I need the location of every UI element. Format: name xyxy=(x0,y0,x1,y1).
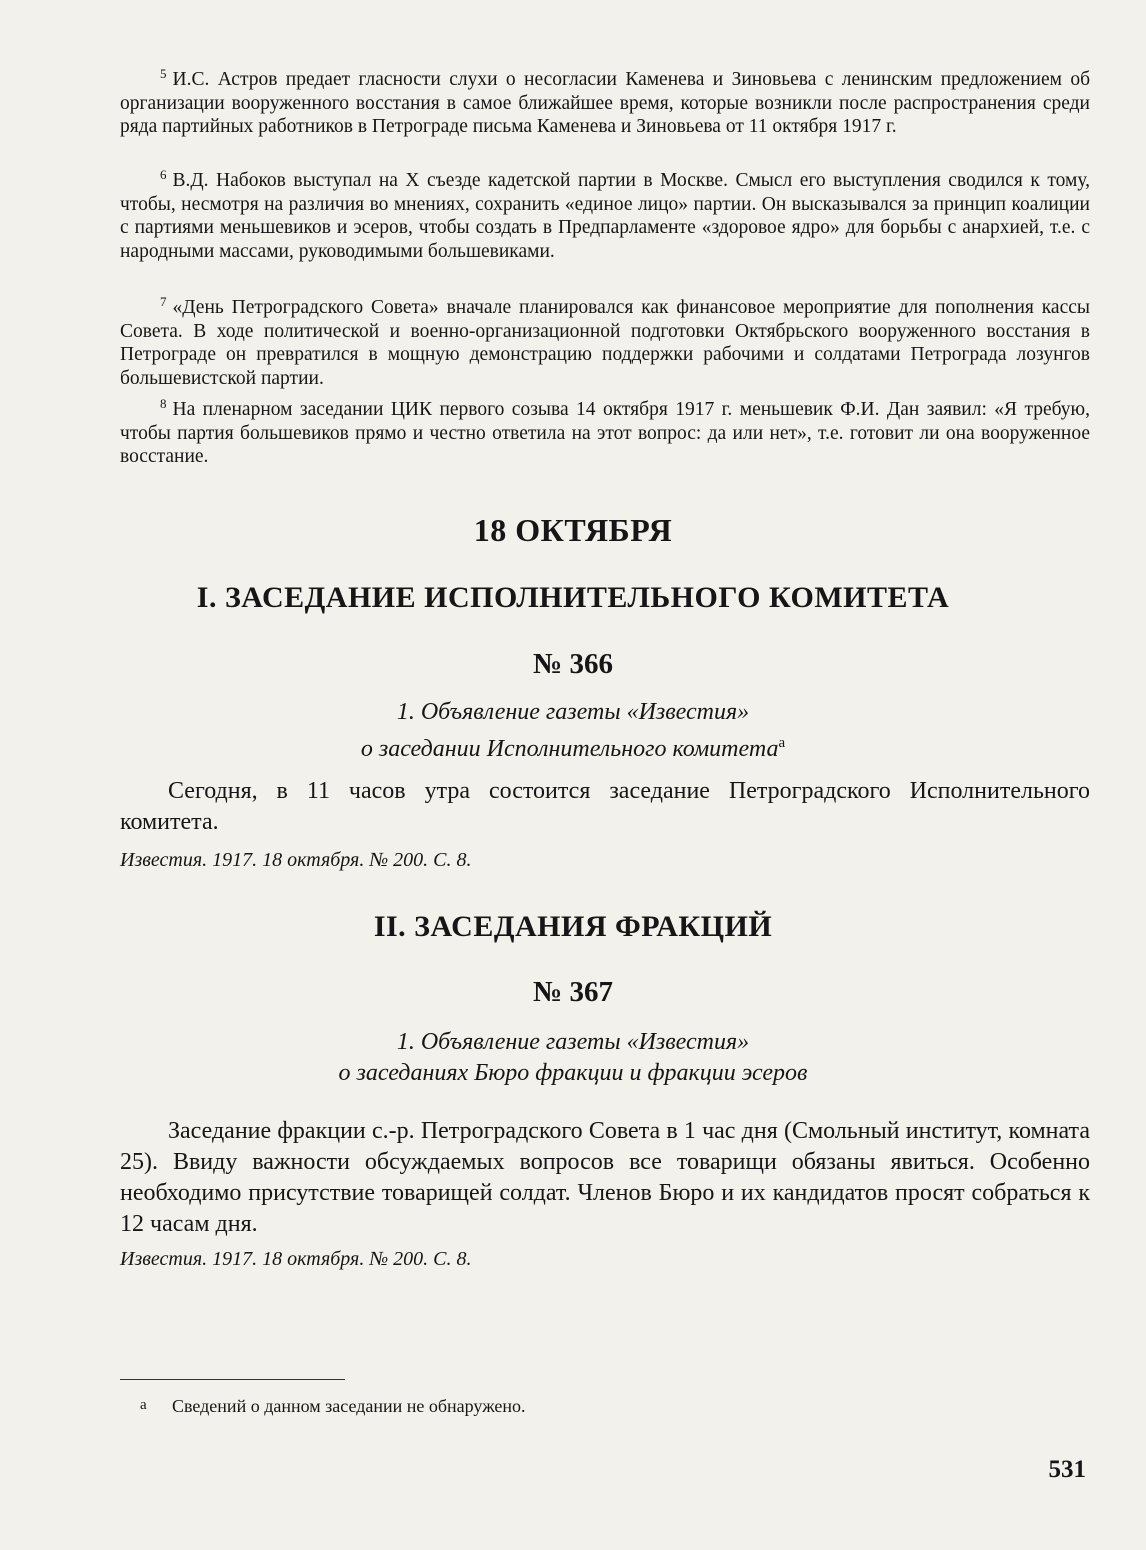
footnote-mark: а xyxy=(140,1397,147,1413)
footnote-reference: а xyxy=(778,735,786,751)
endnote-8 xyxy=(120,392,1090,469)
endnote-text: В.Д. Набоков выступал на X съезде кадетской партии в Москве. Смысл его выступления сводился к тому, чтобы, несмотря на различия во мнениях, сохранить «единое лицо» партии. Он высказывался за принцип коалиции с партиями меньшевиков и эсеров, чтобы создать в Предпарламенте «здоровое ядро» для борьбы с анархией, т.е. с народными массами, руководимыми большевиками. xyxy=(120,170,1090,262)
body-paragraph: Сегодня, в 11 часов утра состоится заседание Петроградского Исполнительного комитета. xyxy=(120,778,1090,835)
document-title-line: о заседаниях Бюро фракции и фракции эсеров xyxy=(338,1060,808,1086)
footnote-divider xyxy=(120,1379,345,1380)
section-1-title: I. ЗАСЕДАНИЕ ИСПОЛНИТЕЛЬНОГО КОМИТЕТА xyxy=(196,581,950,614)
body-paragraph: Заседание фракции с.-р. Петроградского Совета в 1 час дня (Смольный институт, комната 25). Ввиду важности обсуждаемых вопросов все товарищи обязаны явиться. Особенно необходимо присутствие товарищей солдат. Членов Бюро и их кандидатов просят собраться к 12 часам дня. xyxy=(120,1118,1090,1237)
endnote-7 xyxy=(120,290,1090,390)
date-heading: 18 ОКТЯБРЯ xyxy=(473,512,673,548)
document-367-body xyxy=(120,1116,1090,1240)
document-366-body xyxy=(120,776,1090,838)
endnote-text: И.С. Астров предает гласности слухи о несогласии Каменева и Зиновьева с ленинским предложением об организации вооруженного восстания в самое ближайшее время, которые возникли после распространения среди ряда партийных работников в Петрограде письма Каменева и Зиновьева от 11 октября 1917 г. xyxy=(120,69,1090,137)
endnote-number: 6 xyxy=(160,167,167,182)
footnote-text: Сведений о данном заседании не обнаружено. xyxy=(172,1396,526,1416)
document-366-source: Известия. 1917. 18 октября. № 200. С. 8. xyxy=(120,849,472,871)
document-title-text: о заседании Исполнительного комитета xyxy=(360,736,779,762)
document-title-line: 1. Объявление газеты «Известия» xyxy=(396,1029,750,1055)
footnote xyxy=(140,1396,526,1417)
document-366-title xyxy=(0,697,1146,765)
endnote-text: «День Петроградского Совета» вначале планировался как финансовое мероприятие для пополнения кассы Совета. В ходе политической и военно-организационной подготовки Октябрьского вооруженного восстания в Петрограде он превратился в мощную демонстрацию поддержки рабочими и солдатами Петрограда лозунгов большевистской партии. xyxy=(120,297,1090,389)
page-number: 531 xyxy=(1048,1456,1086,1483)
document-number-366: № 366 xyxy=(533,648,613,680)
document-367-title xyxy=(0,1027,1146,1089)
endnote-5 xyxy=(120,62,1090,139)
document-number-367: № 367 xyxy=(533,976,613,1008)
endnote-number: 7 xyxy=(160,294,167,309)
endnote-6 xyxy=(120,163,1090,263)
endnote-number: 5 xyxy=(160,66,167,81)
section-2-title: II. ЗАСЕДАНИЯ ФРАКЦИЙ xyxy=(373,910,773,943)
endnote-number: 8 xyxy=(160,396,167,411)
document-title-line: 1. Объявление газеты «Известия» xyxy=(396,699,750,725)
document-title-line xyxy=(0,728,1146,765)
endnote-text: На пленарном заседании ЦИК первого созыва 14 октября 1917 г. меньшевик Ф.И. Дан заявил: «Я требую, чтобы партия большевиков прямо и честно ответила на этот вопрос: да или нет», т.е. готовит ли она вооруженное восстание. xyxy=(120,399,1090,467)
document-367-source: Известия. 1917. 18 октября. № 200. С. 8. xyxy=(120,1248,472,1270)
